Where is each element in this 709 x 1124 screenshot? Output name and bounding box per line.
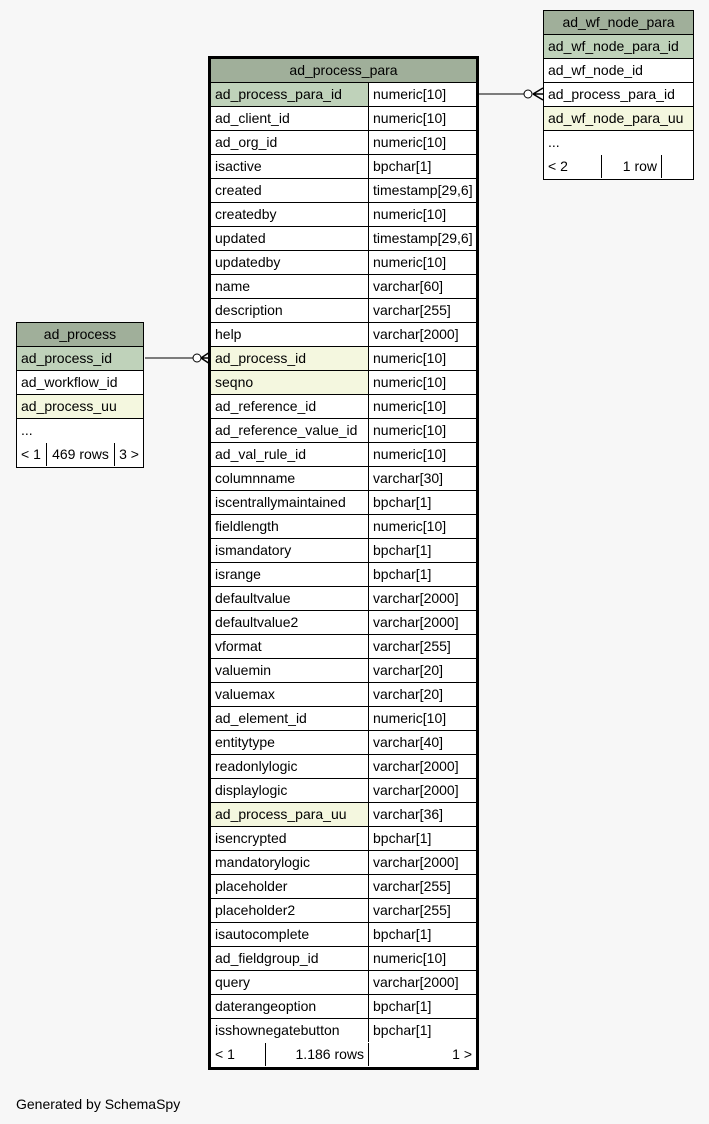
column-row [211, 467, 476, 491]
column-name: isautocomplete [215, 926, 310, 942]
column-name: updatedby [215, 254, 281, 270]
column-row [544, 59, 693, 83]
column-type: varchar[2000] [368, 971, 476, 994]
column-name: ad_org_id [215, 134, 278, 150]
column-row [211, 131, 476, 155]
generated-by-caption: Generated by SchemaSpy [16, 1096, 181, 1112]
column-name: ad_process_para_id [211, 83, 368, 106]
column-type: numeric[10] [368, 419, 476, 442]
column-row [17, 371, 143, 395]
column-name: help [215, 326, 242, 342]
column-row [211, 275, 476, 299]
column-name: ad_process_id [211, 347, 368, 370]
parents-count[interactable]: < 2 [548, 158, 568, 174]
table-title: ad_process_para [211, 59, 476, 83]
column-type: numeric[10] [368, 707, 476, 730]
column-name: created [215, 182, 262, 198]
column-name: fieldlength [215, 518, 279, 534]
column-row [211, 683, 476, 707]
column-name: ad_wf_node_id [548, 62, 643, 78]
column-type: numeric[10] [368, 347, 476, 370]
column-type: numeric[10] [368, 131, 476, 154]
table-footer [211, 1043, 476, 1067]
column-type: varchar[2000] [368, 323, 476, 346]
column-row [211, 227, 476, 251]
column-type: varchar[2000] [368, 779, 476, 802]
column-row [211, 779, 476, 803]
column-name: updated [215, 230, 266, 246]
column-row [211, 395, 476, 419]
column-type: numeric[10] [368, 203, 476, 226]
column-name: ad_reference_value_id [215, 422, 358, 438]
column-row [211, 563, 476, 587]
column-row [211, 107, 476, 131]
column-type: numeric[10] [368, 395, 476, 418]
column-name: valuemax [215, 686, 275, 702]
column-name: defaultvalue2 [215, 614, 299, 630]
column-row [211, 731, 476, 755]
column-row [211, 179, 476, 203]
column-name: seqno [211, 371, 368, 394]
column-type: bpchar[1] [368, 563, 476, 586]
table-ad-process-para [208, 56, 479, 1070]
column-row [211, 875, 476, 899]
column-name: ad_process_uu [17, 395, 143, 418]
column-name: placeholder [215, 878, 288, 894]
column-name: ad_fieldgroup_id [215, 950, 319, 966]
column-type: varchar[2000] [368, 755, 476, 778]
column-row [211, 803, 476, 827]
column-name: ad_process_para_uu [211, 803, 368, 826]
column-name: ... [548, 134, 560, 150]
column-type: varchar[255] [368, 299, 476, 322]
column-type: varchar[2000] [368, 851, 476, 874]
children-count[interactable]: 3 > [114, 443, 143, 466]
column-name: ismandatory [215, 542, 292, 558]
column-name: ad_client_id [215, 110, 290, 126]
column-type: numeric[10] [368, 83, 476, 106]
column-row [544, 131, 693, 155]
row-count: 1.186 rows [265, 1043, 368, 1066]
column-name: query [215, 974, 251, 990]
edge-zero-marker [524, 90, 532, 98]
column-type: timestamp[29,6] [368, 227, 476, 250]
column-row [211, 755, 476, 779]
column-type: numeric[10] [368, 515, 476, 538]
column-type: varchar[255] [368, 635, 476, 658]
column-row [211, 347, 476, 371]
column-row [211, 1019, 476, 1043]
column-row [211, 707, 476, 731]
column-name: ad_workflow_id [21, 374, 118, 390]
column-row [211, 827, 476, 851]
edge-zero-marker [193, 354, 201, 362]
column-row [211, 923, 476, 947]
column-name: ad_val_rule_id [215, 446, 307, 462]
column-row [211, 899, 476, 923]
column-name: ad_wf_node_para_id [544, 35, 693, 58]
column-type: bpchar[1] [368, 827, 476, 850]
edge-crowfoot [533, 88, 543, 100]
column-name: mandatorylogic [215, 854, 310, 870]
column-row [211, 611, 476, 635]
column-row [211, 203, 476, 227]
table-title: ad_wf_node_para [544, 11, 693, 35]
table-footer [544, 155, 693, 179]
column-type: varchar[36] [368, 803, 476, 826]
column-row [211, 947, 476, 971]
column-row [17, 419, 143, 443]
column-type: varchar[255] [368, 875, 476, 898]
column-type: bpchar[1] [368, 539, 476, 562]
row-count: 469 rows [46, 443, 114, 466]
column-row [211, 539, 476, 563]
parents-count[interactable]: < 1 [215, 1046, 235, 1062]
column-type: varchar[20] [368, 683, 476, 706]
table-footer [17, 443, 143, 467]
children-count [661, 155, 693, 178]
column-row [211, 299, 476, 323]
column-type: numeric[10] [368, 107, 476, 130]
column-name: placeholder2 [215, 902, 296, 918]
column-name: iscentrallymaintained [215, 494, 346, 510]
column-name: ad_wf_node_para_uu [544, 107, 693, 130]
column-name: entitytype [215, 734, 275, 750]
column-type: bpchar[1] [368, 995, 476, 1018]
column-row [211, 371, 476, 395]
column-type: bpchar[1] [368, 923, 476, 946]
column-type: numeric[10] [368, 443, 476, 466]
column-row [211, 155, 476, 179]
column-name: createdby [215, 206, 277, 222]
column-row [211, 443, 476, 467]
column-name: ad_process_para_id [548, 86, 675, 102]
column-row [17, 347, 143, 371]
table-ad-process[interactable] [16, 322, 144, 468]
column-type: varchar[2000] [368, 611, 476, 634]
column-name: vformat [215, 638, 262, 654]
column-row [211, 515, 476, 539]
column-type: varchar[2000] [368, 587, 476, 610]
column-name: isencrypted [215, 830, 287, 846]
column-row [211, 995, 476, 1019]
column-name: isrange [215, 566, 261, 582]
column-name: ad_reference_id [215, 398, 317, 414]
column-name: readonlylogic [215, 758, 298, 774]
column-name: daterangeoption [215, 998, 317, 1014]
column-type: bpchar[1] [368, 1019, 476, 1042]
column-row [17, 395, 143, 419]
column-type: varchar[20] [368, 659, 476, 682]
column-row [211, 83, 476, 107]
column-type: bpchar[1] [368, 491, 476, 514]
column-row [211, 971, 476, 995]
column-type: timestamp[29,6] [368, 179, 476, 202]
column-type: varchar[255] [368, 899, 476, 922]
column-type: varchar[60] [368, 275, 476, 298]
column-name: description [215, 302, 283, 318]
column-type: numeric[10] [368, 947, 476, 970]
column-row [211, 251, 476, 275]
table-ad-wf-node-para[interactable] [543, 10, 694, 180]
column-name: name [215, 278, 251, 294]
column-row [211, 419, 476, 443]
column-type: bpchar[1] [368, 155, 476, 178]
column-row [211, 851, 476, 875]
parents-count[interactable]: < 1 [21, 446, 41, 462]
column-type: varchar[40] [368, 731, 476, 754]
column-name: displaylogic [215, 782, 288, 798]
children-count[interactable]: 1 > [368, 1043, 476, 1066]
column-row [211, 659, 476, 683]
column-name: ... [21, 422, 33, 438]
column-name: columnname [215, 470, 296, 486]
column-row [211, 587, 476, 611]
column-row [544, 35, 693, 59]
column-row [211, 323, 476, 347]
column-type: numeric[10] [368, 371, 476, 394]
column-name: ad_element_id [215, 710, 307, 726]
column-name: valuemin [215, 662, 272, 678]
column-row [211, 635, 476, 659]
row-count: 1 row [601, 155, 661, 178]
column-row [544, 107, 693, 131]
column-row [211, 491, 476, 515]
column-name: isactive [215, 158, 262, 174]
table-title: ad_process [17, 323, 143, 347]
column-name: defaultvalue [215, 590, 291, 606]
column-name: ad_process_id [17, 347, 143, 370]
column-row [544, 83, 693, 107]
column-type: numeric[10] [368, 251, 476, 274]
column-type: varchar[30] [368, 467, 476, 490]
column-name: isshownegatebutton [215, 1022, 340, 1038]
